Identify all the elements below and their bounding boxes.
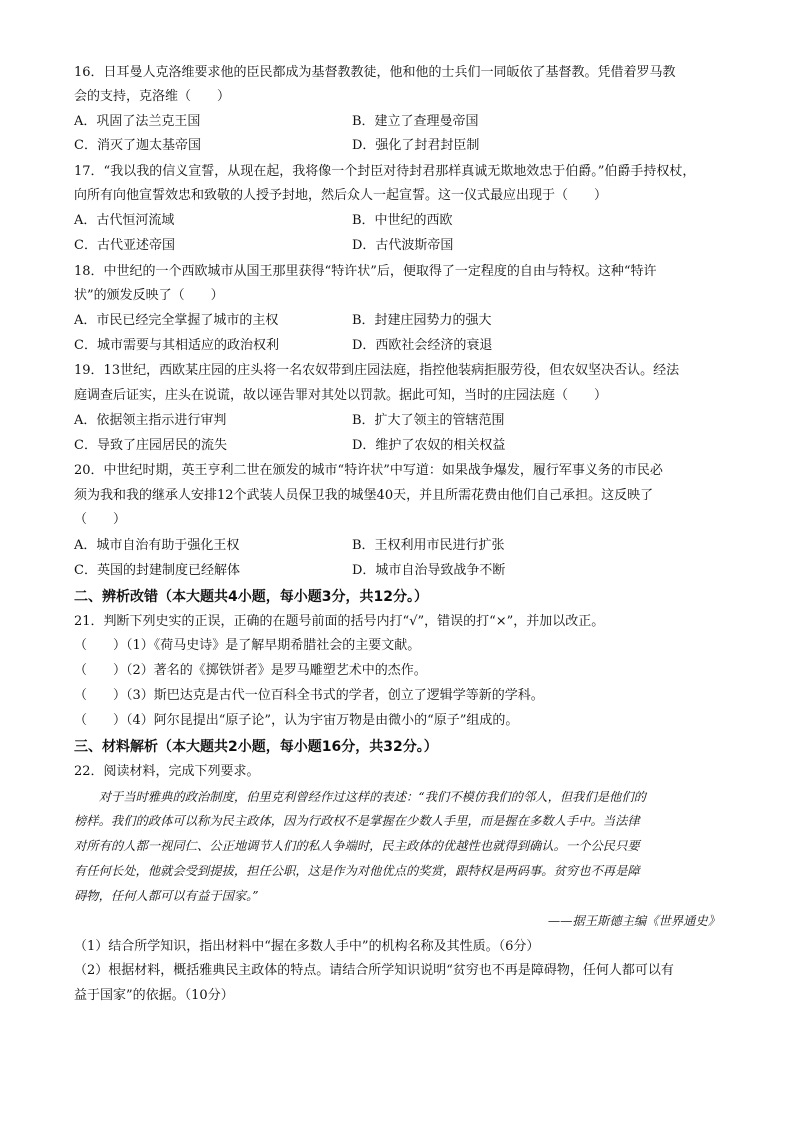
- q16-option-b: B．建立了查理曼帝国: [352, 114, 479, 129]
- q19-stem-line2: 庭调查后证实，庄头在说谎，故以诬告罪对其处以罚款。据此可知，当时的庄园法庭（ ）: [74, 388, 608, 403]
- q18-option-d: D．西欧社会经济的衰退: [352, 338, 493, 353]
- q16-stem-line1: 16．日耳曼人克洛维要求他的臣民都成为基督教教徒，他和他的士兵们一同皈依了基督教。凭借着罗马教: [74, 65, 676, 80]
- q18-option-b: B．封建庄园势力的强大: [352, 313, 492, 328]
- q17-option-d: D．古代波斯帝国: [352, 238, 454, 253]
- q20-option-c: C．英国的封建制度已经解体: [74, 563, 240, 578]
- q20-stem-line1: 20．中世纪时期，英王亨利二世在颁发的城市“特许状”中写道：如果战争爆发，履行军事义务的市民必: [74, 463, 663, 478]
- q17-option-c: C．古代亚述帝国: [74, 238, 175, 253]
- material-line-5: 碍物，任何人都可以有益于国家。”: [74, 889, 259, 903]
- q21-item-1: （ ）（1）《荷马史诗》是了解早期希腊社会的主要文献。: [74, 638, 421, 653]
- q20-option-d: D．城市自治导致战争不断: [352, 563, 506, 578]
- q20-stem-line3: （ ）: [74, 512, 127, 527]
- q19-stem-line1: 19．13世纪，西欧某庄园的庄头将一名农奴带到庄园法庭，指控他装病拒服劳役，但农奴坚决否认。经法: [74, 363, 680, 378]
- material-line-4: 有任何长处，他就会受到提拔，担任公职，这是作为对他优点的奖赏，跟特权是两码事。贫穷也不再是障: [74, 864, 640, 878]
- q22-stem: 22．阅读材料，完成下列要求。: [74, 764, 260, 779]
- q21-item-2: （ ）（2）著名的《掷铁饼者》是罗马雕塑艺术中的杰作。: [74, 663, 427, 678]
- q19-option-d: D．维护了农奴的相关权益: [352, 438, 506, 453]
- q21-item-4: （ ）（4）阿尔昆提出“原子论”，认为宇宙万物是由微小的“原子”组成的。: [74, 713, 519, 728]
- q18-option-a: A．市民已经完全掌握了城市的主权: [74, 313, 279, 328]
- q22-requirement-1: （1）结合所学知识，指出材料中“握在多数人手中”的机构名称及其性质。（6分）: [74, 939, 540, 954]
- q18-stem-line1: 18．中世纪的一个西欧城市从国王那里获得“特许状”后，便取得了一定程度的自由与特权。这种“特许: [74, 264, 657, 279]
- q18-stem-line2: 状”的颁发反映了（ ）: [74, 288, 224, 303]
- section3-title: 三、材料解析（本大题共2小题，每小题16分，共32分。）: [74, 739, 438, 755]
- material-source: ——据王斯德主编《世界通史》: [547, 914, 720, 928]
- q17-option-a: A．古代恒河流域: [74, 213, 175, 228]
- material-line-2: 榜样。我们的政体可以称为民主政体，因为行政权不是掌握在少数人手里，而是握在多数人手中。当法律: [74, 814, 640, 828]
- q20-option-a: A．城市自治有助于强化王权: [74, 538, 240, 553]
- q19-option-c: C．导致了庄园居民的流失: [74, 438, 227, 453]
- q17-stem-line1: 17．“我以我的信义宣誓，从现在起，我将像一个封臣对待封君那样真诚无欺地效忠于伯爵。”伯爵手持权杖，: [74, 164, 696, 179]
- q22-requirement-2-line1: （2）根据材料，概括雅典民主政体的特点。请结合所学知识说明“贫穷也不再是障碍物，任何人都可以有: [74, 963, 674, 978]
- q19-option-b: B．扩大了领主的管辖范围: [352, 413, 505, 428]
- q22-requirement-2-line2: 益于国家”的依据。（10分）: [74, 988, 234, 1003]
- q21-item-3: （ ）（3）斯巴达克是古代一位百科全书式的学者，创立了逻辑学等新的学科。: [74, 688, 544, 703]
- q20-stem-line2: 须为我和我的继承人安排12个武装人员保卫我的城堡40天，并且所需花费由他们自己承担。这反映了: [74, 488, 654, 503]
- q18-option-c: C．城市需要与其相适应的政治权利: [74, 338, 279, 353]
- material-line-1: 对于当时雅典的政治制度，伯里克利曾经作过这样的表述：“我们不模仿我们的邻人，但我们是他们的: [74, 790, 646, 804]
- q17-stem-line2: 向所有向他宣誓效忠和致敬的人授予封地，然后众人一起宣誓。这一仪式最应出现于（ ）: [74, 188, 608, 203]
- section2-title: 二、辨析改错（本大题共4小题，每小题3分，共12分。）: [74, 589, 428, 605]
- q16-option-d: D．强化了封君封臣制: [352, 138, 480, 153]
- q16-option-c: C．消灭了迦太基帝国: [74, 138, 201, 153]
- material-line-3: 对所有的人都一视同仁、公正地调节人们的私人争端时，民主政体的优越性也就得到确认。一个公民只要: [74, 839, 640, 853]
- q21-stem: 21．判断下列史实的正误，正确的在题号前面的括号内打“√”，错误的打“×”，并加以改正。: [74, 614, 605, 629]
- q20-option-b: B．王权利用市民进行扩张: [352, 538, 505, 553]
- q19-option-a: A．依据领主指示进行审判: [74, 413, 227, 428]
- q16-stem-line2: 会的支持，克洛维（ ）: [74, 89, 231, 104]
- q17-option-b: B．中世纪的西欧: [352, 213, 453, 228]
- q16-option-a: A．巩固了法兰克王国: [74, 114, 201, 129]
